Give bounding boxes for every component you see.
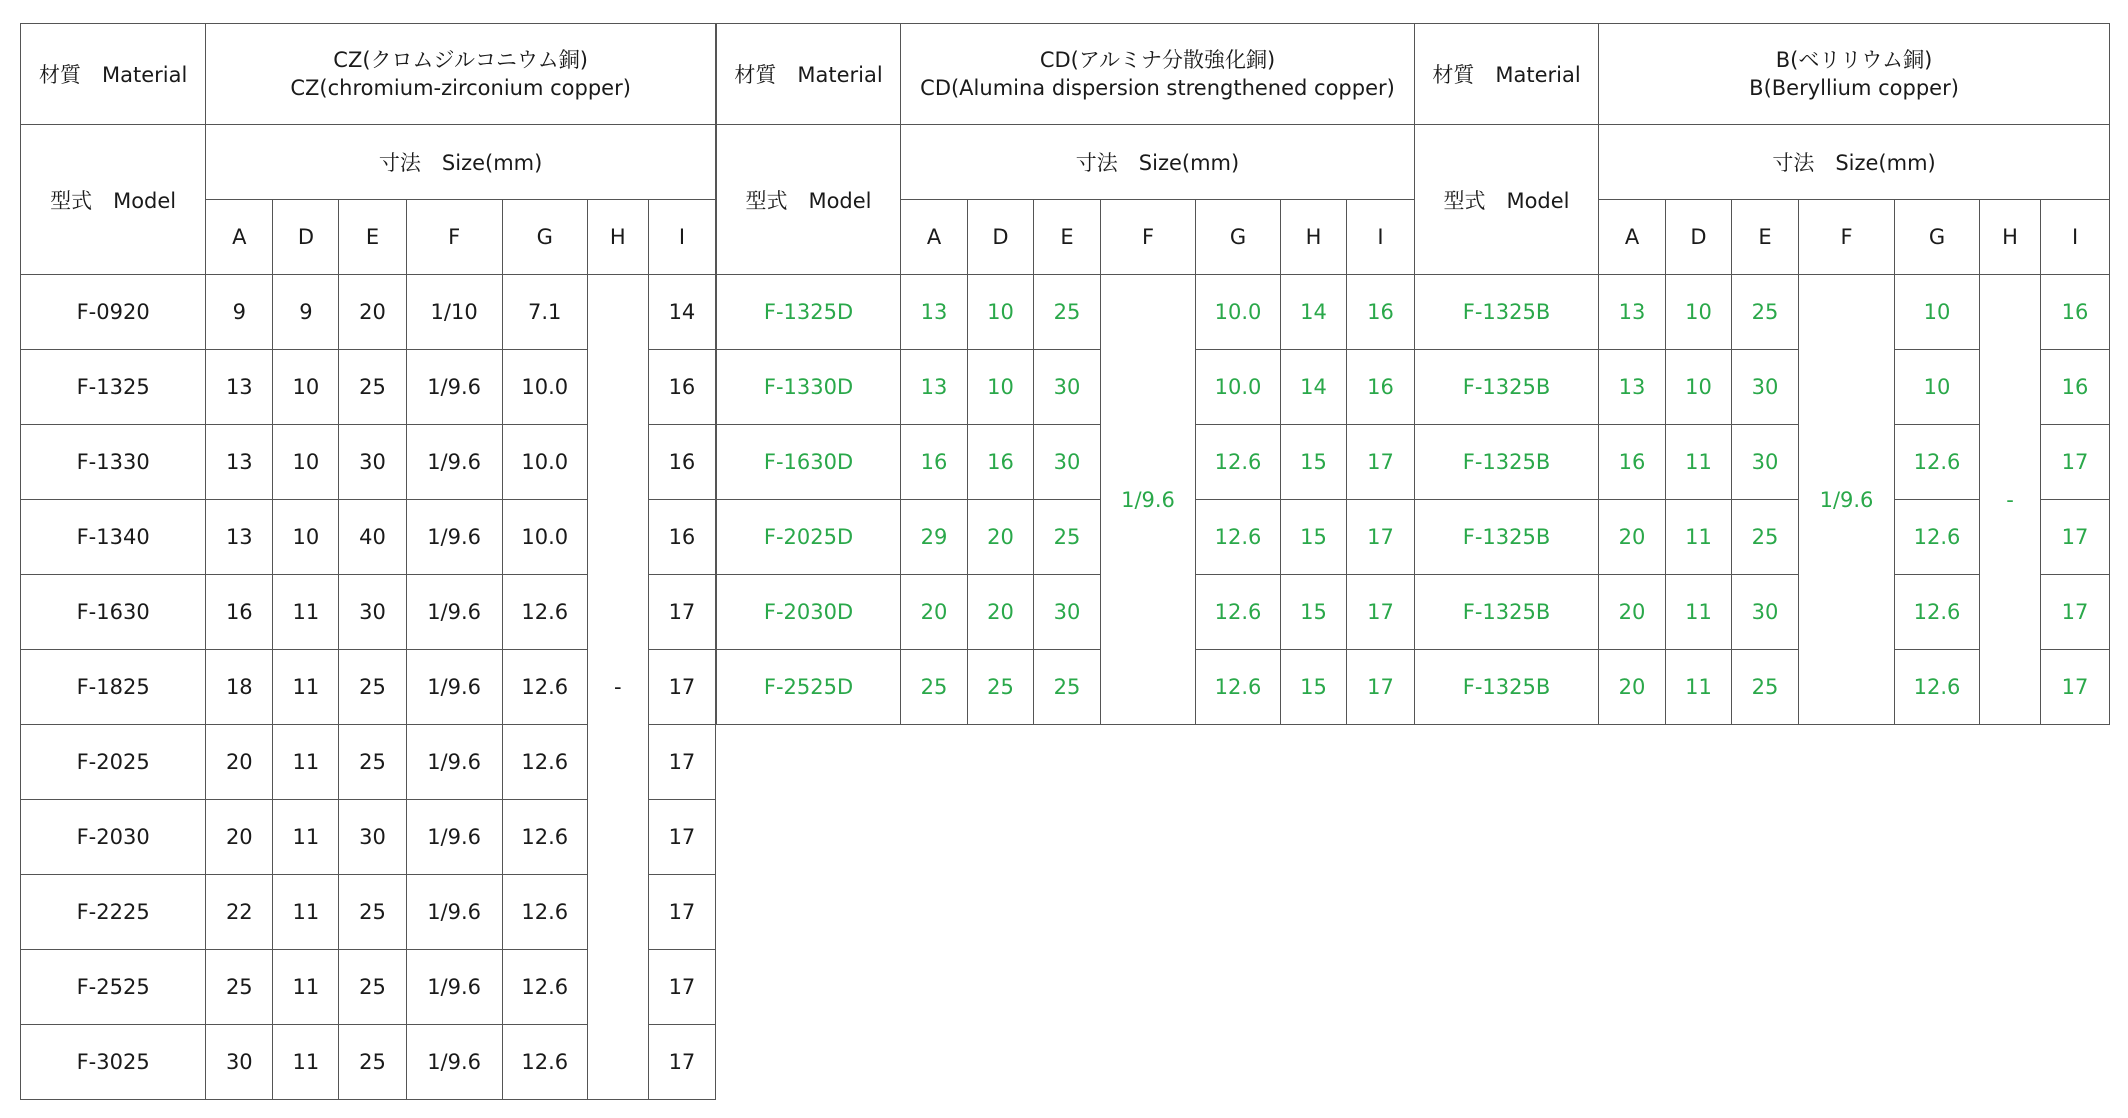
cd-h-cell: 15 [1281, 575, 1347, 650]
cz-g-cell: 10.0 [502, 500, 587, 575]
b-g-cell: 12.6 [1895, 650, 1980, 725]
cd-e-cell: 30 [1034, 575, 1101, 650]
cd-d-cell: 10 [968, 350, 1034, 425]
cz-g-cell: 12.6 [502, 950, 587, 1025]
cz-i-cell: 17 [648, 725, 715, 800]
cd-col-header: H [1281, 200, 1347, 275]
cd-h-cell: 15 [1281, 425, 1347, 500]
cd-g-cell: 12.6 [1196, 575, 1281, 650]
cd-h-cell: 14 [1281, 350, 1347, 425]
cz-i-cell: 17 [648, 950, 715, 1025]
cd-model-cell: F-2525D [717, 650, 901, 725]
cz-model-cell: F-1630 [21, 575, 206, 650]
cz-e-cell: 30 [339, 800, 406, 875]
cz-f-cell: 1/9.6 [406, 725, 502, 800]
cd-material-label: 材質 Material [717, 24, 901, 125]
b-a-cell: 13 [1599, 275, 1666, 350]
cd-table-row [717, 425, 1415, 500]
cz-model-cell: F-1325 [21, 350, 206, 425]
b-col-header: F [1799, 200, 1895, 275]
cd-col-header: I [1347, 200, 1415, 275]
b-g-cell: 12.6 [1895, 425, 1980, 500]
cz-model-cell: F-1340 [21, 500, 206, 575]
cz-a-cell: 13 [206, 500, 273, 575]
cz-col-header: I [648, 200, 715, 275]
b-i-cell: 17 [2041, 425, 2110, 500]
cd-title-en: CD(Alumina dispersion strengthened copper) [920, 76, 1395, 100]
cz-d-cell: 11 [273, 800, 339, 875]
cz-e-cell: 25 [339, 1025, 406, 1100]
cz-e-cell: 40 [339, 500, 406, 575]
cd-a-cell: 13 [901, 350, 968, 425]
cd-g-cell: 10.0 [1196, 275, 1281, 350]
b-g-cell: 12.6 [1895, 575, 1980, 650]
cz-model-cell: F-0920 [21, 275, 206, 350]
b-a-cell: 13 [1599, 350, 1666, 425]
cz-a-cell: 18 [206, 650, 273, 725]
cz-a-cell: 13 [206, 425, 273, 500]
b-e-cell: 30 [1732, 575, 1799, 650]
cd-table-row [717, 500, 1415, 575]
cd-model-cell: F-1325D [717, 275, 901, 350]
cd-h-cell: 15 [1281, 650, 1347, 725]
cd-col-header: F [1101, 200, 1196, 275]
b-d-cell: 11 [1666, 650, 1732, 725]
cz-h-merged-cell: - [587, 275, 648, 1100]
cz-i-cell: 16 [648, 425, 715, 500]
b-col-header: A [1599, 200, 1666, 275]
cz-g-cell: 12.6 [502, 575, 587, 650]
b-e-cell: 25 [1732, 500, 1799, 575]
b-model-cell: F-1325B [1415, 425, 1599, 500]
cd-col-header: G [1196, 200, 1281, 275]
cz-f-cell: 1/9.6 [406, 350, 502, 425]
b-col-header: D [1666, 200, 1732, 275]
b-model-label: 型式 Model [1415, 125, 1599, 275]
cz-material-title [206, 24, 716, 125]
b-title-jp: B(ベリリウム銅) [1775, 48, 1933, 72]
cd-i-cell: 16 [1347, 350, 1415, 425]
b-d-cell: 10 [1666, 350, 1732, 425]
b-d-cell: 11 [1666, 500, 1732, 575]
cz-e-cell: 25 [339, 650, 406, 725]
cz-model-cell: F-1825 [21, 650, 206, 725]
cd-a-cell: 29 [901, 500, 968, 575]
cz-d-cell: 10 [273, 350, 339, 425]
b-table [1414, 23, 2110, 725]
b-model-cell: F-1325B [1415, 575, 1599, 650]
cd-table-row [717, 575, 1415, 650]
cd-g-cell: 12.6 [1196, 500, 1281, 575]
b-h-merged-cell: - [1980, 275, 2041, 725]
cd-a-cell: 20 [901, 575, 968, 650]
b-g-cell: 10 [1895, 275, 1980, 350]
cz-model-cell: F-2025 [21, 725, 206, 800]
cz-col-header: F [406, 200, 502, 275]
cz-d-cell: 10 [273, 425, 339, 500]
cz-f-cell: 1/9.6 [406, 800, 502, 875]
cz-title-en: CZ(chromium-zirconium copper) [290, 76, 631, 100]
cd-d-cell: 10 [968, 275, 1034, 350]
cz-i-cell: 17 [648, 875, 715, 950]
cd-d-cell: 20 [968, 500, 1034, 575]
cz-model-label: 型式 Model [21, 125, 206, 275]
b-e-cell: 25 [1732, 275, 1799, 350]
b-col-header: G [1895, 200, 1980, 275]
cz-f-cell: 1/9.6 [406, 950, 502, 1025]
cz-model-cell: F-1330 [21, 425, 206, 500]
cd-g-cell: 12.6 [1196, 650, 1281, 725]
cz-f-cell: 1/9.6 [406, 650, 502, 725]
cz-g-cell: 12.6 [502, 725, 587, 800]
cz-f-cell: 1/9.6 [406, 575, 502, 650]
b-i-cell: 17 [2041, 575, 2110, 650]
cz-table-row [21, 275, 716, 350]
b-i-cell: 16 [2041, 275, 2110, 350]
cz-table [20, 23, 716, 1100]
cz-d-cell: 11 [273, 650, 339, 725]
cd-i-cell: 16 [1347, 275, 1415, 350]
cz-i-cell: 17 [648, 650, 715, 725]
cd-model-cell: F-2025D [717, 500, 901, 575]
cz-i-cell: 17 [648, 575, 715, 650]
b-a-cell: 16 [1599, 425, 1666, 500]
cd-d-cell: 16 [968, 425, 1034, 500]
cd-g-cell: 12.6 [1196, 425, 1281, 500]
b-model-cell: F-1325B [1415, 275, 1599, 350]
cd-material-title [901, 24, 1415, 125]
cz-a-cell: 20 [206, 800, 273, 875]
cz-e-cell: 30 [339, 425, 406, 500]
cd-i-cell: 17 [1347, 500, 1415, 575]
cz-col-header: G [502, 200, 587, 275]
b-g-cell: 10 [1895, 350, 1980, 425]
b-a-cell: 20 [1599, 650, 1666, 725]
b-d-cell: 11 [1666, 575, 1732, 650]
cz-model-cell: F-3025 [21, 1025, 206, 1100]
b-e-cell: 30 [1732, 425, 1799, 500]
cz-d-cell: 11 [273, 1025, 339, 1100]
cz-g-cell: 12.6 [502, 650, 587, 725]
cz-e-cell: 25 [339, 950, 406, 1025]
cd-size-label: 寸法 Size(mm) [901, 125, 1415, 200]
cz-col-header: D [273, 200, 339, 275]
cz-i-cell: 16 [648, 350, 715, 425]
cz-a-cell: 22 [206, 875, 273, 950]
cz-size-label: 寸法 Size(mm) [206, 125, 716, 200]
cz-d-cell: 11 [273, 950, 339, 1025]
cz-d-cell: 11 [273, 875, 339, 950]
cz-g-cell: 12.6 [502, 800, 587, 875]
cd-e-cell: 25 [1034, 275, 1101, 350]
cz-e-cell: 25 [339, 875, 406, 950]
b-e-cell: 30 [1732, 350, 1799, 425]
b-i-cell: 17 [2041, 500, 2110, 575]
cd-f-merged-cell: 1/9.6 [1101, 275, 1196, 725]
cz-g-cell: 12.6 [502, 1025, 587, 1100]
b-a-cell: 20 [1599, 500, 1666, 575]
cd-i-cell: 17 [1347, 425, 1415, 500]
cd-d-cell: 25 [968, 650, 1034, 725]
cz-e-cell: 20 [339, 275, 406, 350]
cz-col-header: A [206, 200, 273, 275]
cz-e-cell: 25 [339, 725, 406, 800]
cd-model-cell: F-2030D [717, 575, 901, 650]
b-col-header: H [1980, 200, 2041, 275]
cz-d-cell: 10 [273, 500, 339, 575]
cd-a-cell: 13 [901, 275, 968, 350]
b-model-cell: F-1325B [1415, 650, 1599, 725]
cd-table [716, 23, 1415, 725]
cz-e-cell: 25 [339, 350, 406, 425]
b-col-header: E [1732, 200, 1799, 275]
cz-a-cell: 20 [206, 725, 273, 800]
cd-h-cell: 14 [1281, 275, 1347, 350]
cz-col-header: E [339, 200, 406, 275]
cz-g-cell: 10.0 [502, 425, 587, 500]
cz-g-cell: 12.6 [502, 875, 587, 950]
cz-i-cell: 17 [648, 1025, 715, 1100]
cd-a-cell: 16 [901, 425, 968, 500]
b-title-en: B(Beryllium copper) [1749, 76, 1959, 100]
b-material-title [1599, 24, 2110, 125]
cd-i-cell: 17 [1347, 575, 1415, 650]
cz-d-cell: 11 [273, 725, 339, 800]
cd-title-jp: CD(アルミナ分散強化銅) [1039, 48, 1276, 72]
cz-f-cell: 1/9.6 [406, 1025, 502, 1100]
cz-d-cell: 11 [273, 575, 339, 650]
cd-e-cell: 30 [1034, 425, 1101, 500]
cz-a-cell: 16 [206, 575, 273, 650]
cd-col-header: D [968, 200, 1034, 275]
cz-d-cell: 9 [273, 275, 339, 350]
cd-e-cell: 25 [1034, 650, 1101, 725]
cd-model-label: 型式 Model [717, 125, 901, 275]
b-f-merged-cell: 1/9.6 [1799, 275, 1895, 725]
cd-model-cell: F-1330D [717, 350, 901, 425]
cd-a-cell: 25 [901, 650, 968, 725]
cz-col-header: H [587, 200, 648, 275]
cz-title-jp: CZ(クロムジルコニウム銅) [333, 48, 588, 72]
cz-f-cell: 1/9.6 [406, 425, 502, 500]
cz-i-cell: 17 [648, 800, 715, 875]
cd-col-header: E [1034, 200, 1101, 275]
b-d-cell: 10 [1666, 275, 1732, 350]
cd-e-cell: 30 [1034, 350, 1101, 425]
b-material-label: 材質 Material [1415, 24, 1599, 125]
cz-a-cell: 25 [206, 950, 273, 1025]
cd-d-cell: 20 [968, 575, 1034, 650]
cd-table-row [717, 350, 1415, 425]
b-e-cell: 25 [1732, 650, 1799, 725]
cz-model-cell: F-2030 [21, 800, 206, 875]
b-model-cell: F-1325B [1415, 350, 1599, 425]
b-table-row [1415, 275, 2110, 350]
cd-model-cell: F-1630D [717, 425, 901, 500]
cd-table-row [717, 650, 1415, 725]
b-col-header: I [2041, 200, 2110, 275]
cz-f-cell: 1/9.6 [406, 875, 502, 950]
cz-a-cell: 13 [206, 350, 273, 425]
cz-model-cell: F-2525 [21, 950, 206, 1025]
cd-h-cell: 15 [1281, 500, 1347, 575]
cd-col-header: A [901, 200, 968, 275]
b-i-cell: 17 [2041, 650, 2110, 725]
cz-g-cell: 7.1 [502, 275, 587, 350]
cz-f-cell: 1/10 [406, 275, 502, 350]
cd-g-cell: 10.0 [1196, 350, 1281, 425]
b-size-label: 寸法 Size(mm) [1599, 125, 2110, 200]
cz-i-cell: 14 [648, 275, 715, 350]
cz-i-cell: 16 [648, 500, 715, 575]
cz-e-cell: 30 [339, 575, 406, 650]
cd-e-cell: 25 [1034, 500, 1101, 575]
b-d-cell: 11 [1666, 425, 1732, 500]
cz-a-cell: 9 [206, 275, 273, 350]
b-a-cell: 20 [1599, 575, 1666, 650]
cd-i-cell: 17 [1347, 650, 1415, 725]
cz-material-label: 材質 Material [21, 24, 206, 125]
cd-table-row [717, 275, 1415, 350]
cz-model-cell: F-2225 [21, 875, 206, 950]
b-i-cell: 16 [2041, 350, 2110, 425]
cz-a-cell: 30 [206, 1025, 273, 1100]
b-model-cell: F-1325B [1415, 500, 1599, 575]
cz-g-cell: 10.0 [502, 350, 587, 425]
cz-f-cell: 1/9.6 [406, 500, 502, 575]
b-g-cell: 12.6 [1895, 500, 1980, 575]
